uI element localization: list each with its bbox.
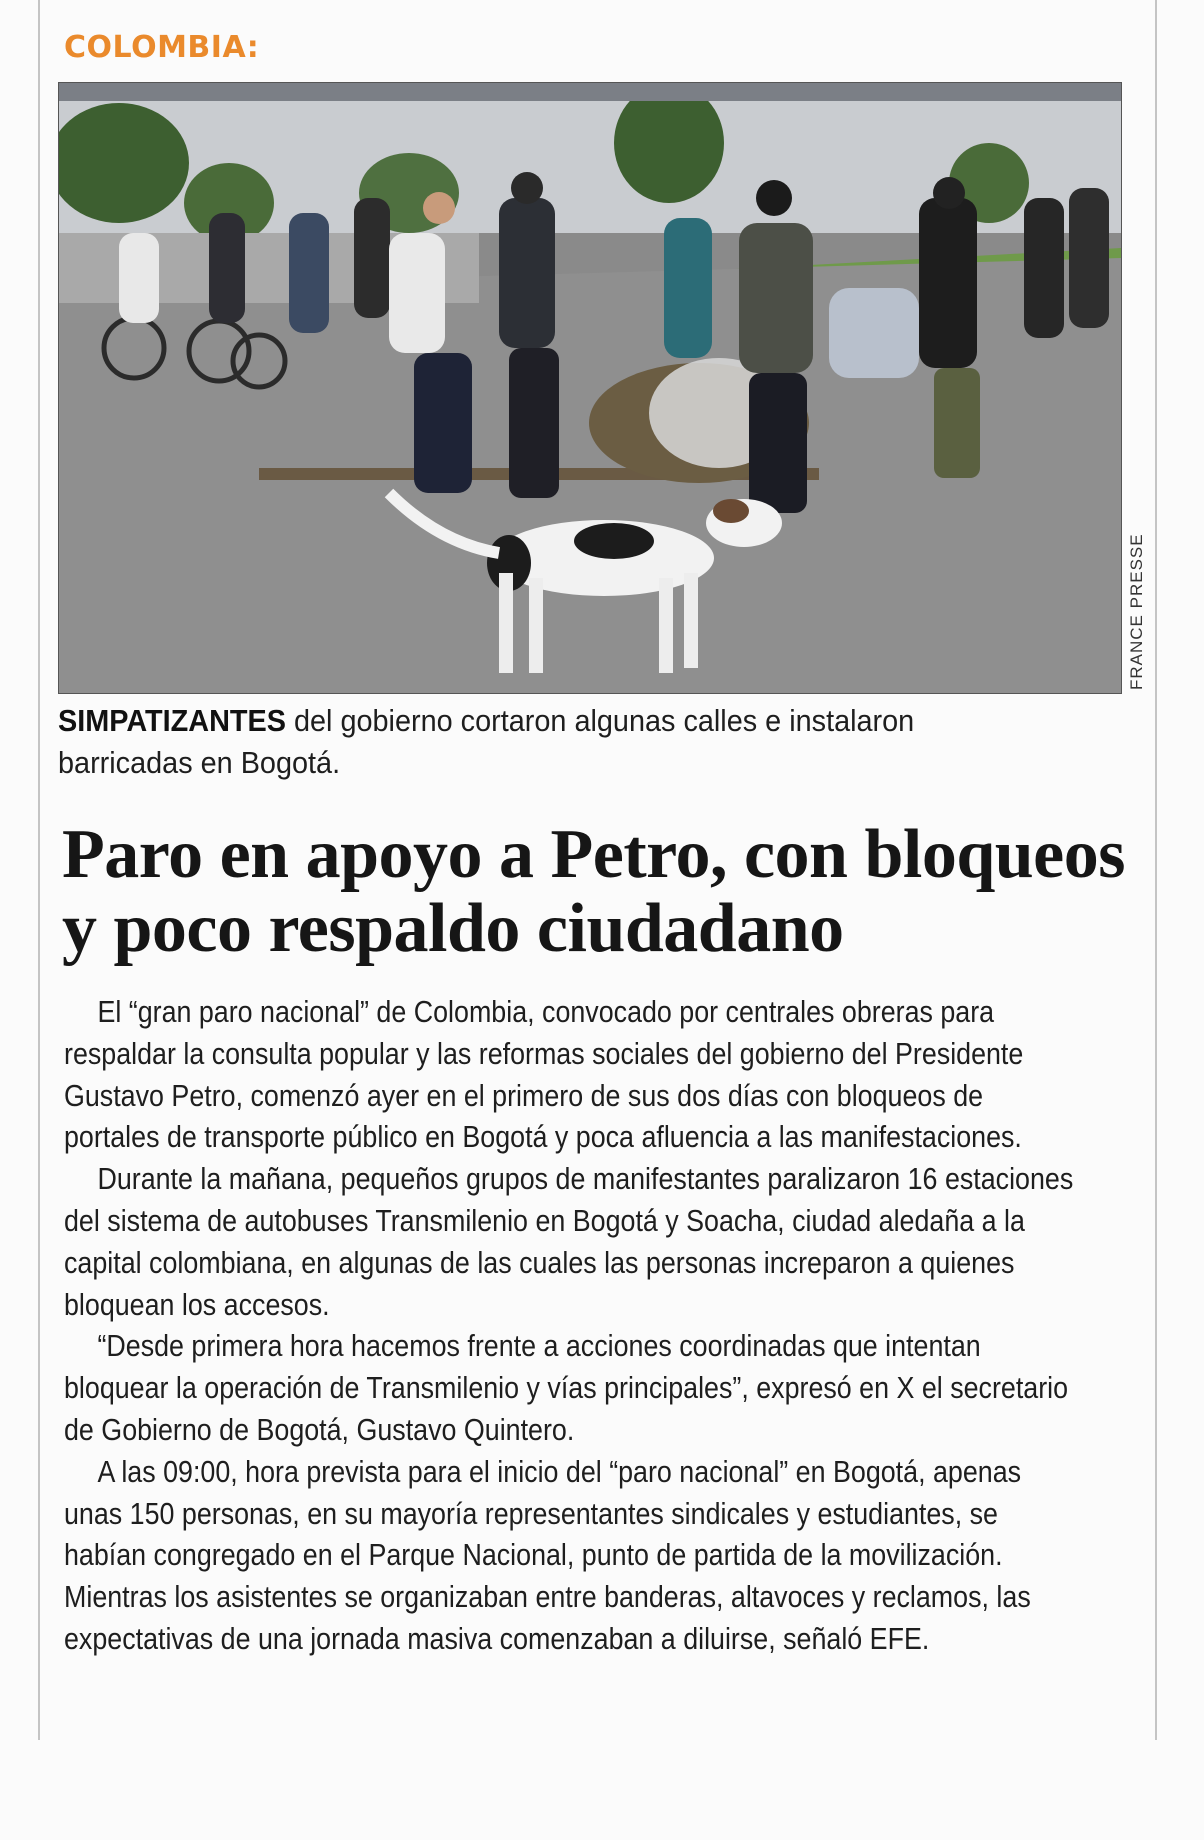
article-paragraph: El “gran paro nacional” de Colombia, convocado por centrales obreras para respaldar la consulta popular y las reformas sociales del gobierno del Presidente Gustavo Petro, comenzó ayer en el primero de sus dos días con bloqueos de portales de transporte público en Bogotá y poca afluencia a las manifestaciones. — [64, 995, 1024, 1155]
article-headline: Paro en apoyo a Petro, con bloqueos y poco respaldo ciudadano — [62, 816, 1125, 967]
caption-lead: SIMPATIZANTES — [58, 703, 286, 738]
column-rule-left — [38, 0, 40, 1740]
caption-text: del gobierno cortaron algunas calles e instalaron barricadas en Bogotá. — [58, 703, 915, 780]
photo-bridge — [59, 83, 1121, 101]
article-paragraph: “Desde primera hora hacemos frente a acciones coordinadas que intentan bloquear la operación de Transmilenio y vías principales”, expresó en X el secretario de Gobierno de Bogotá, Gustavo Quintero. — [64, 1329, 1069, 1447]
photo-illustration — [59, 83, 1121, 693]
news-photo — [58, 82, 1122, 694]
column-rule-right — [1155, 0, 1157, 1740]
article-body — [64, 992, 1076, 1661]
photo-caption — [58, 700, 1053, 784]
photo-credit: FRANCE PRESSE — [1127, 533, 1146, 690]
article-paragraph: Durante la mañana, pequeños grupos de manifestantes paralizaron 16 estaciones del sistema de autobuses Transmilenio en Bogotá y Soacha, ciudad aledaña a la capital colombiana, en algunas de las cuales las personas increparon a quienes bloquean los accesos. — [64, 1162, 1074, 1322]
article-paragraph: A las 09:00, hora prevista para el inicio del “paro nacional” en Bogotá, apenas unas 150 personas, en su mayoría representantes sindicales y estudiantes, se habían congregado en el Parque Nacional, punto de partida de la movilización. Mientras los asistentes se organizaban entre banderas, altavoces y reclamos, las expectativas de una jornada masiva comenzaban a diluirse, señaló EFE. — [64, 1454, 1031, 1656]
section-label: COLOMBIA: — [64, 30, 260, 65]
